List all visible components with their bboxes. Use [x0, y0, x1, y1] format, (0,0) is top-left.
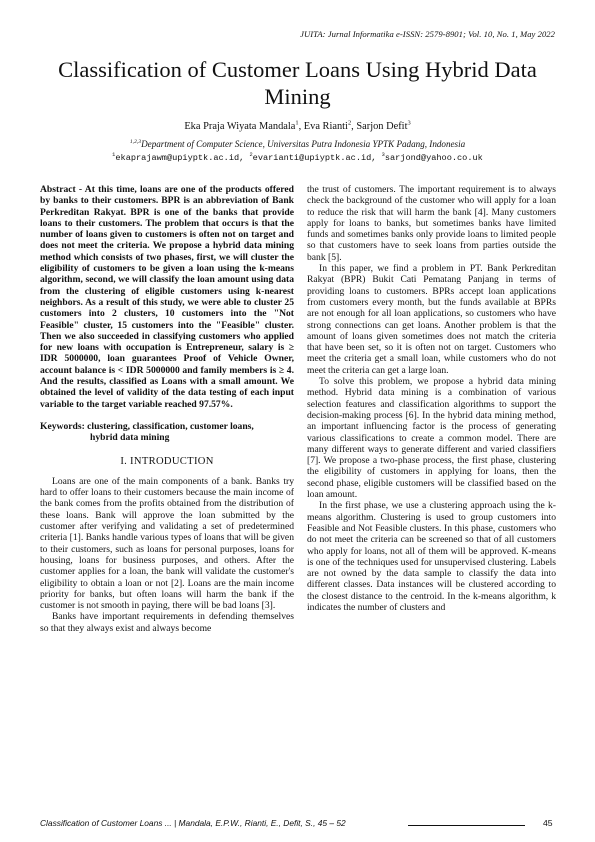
- body-paragraph-continued: the trust of customers. The important requirement is to always check the background of the customer who will apply for a loan to reduce the risk that will harm the bank [4]. Many customers apply for loans to banks, but sometimes banks have limited funds and sometimes banks only provide loans to limited people so that customers have to seek loans from parties outside the bank [5].: [307, 184, 556, 263]
- author-name: Sarjon Defit: [356, 121, 408, 132]
- email-mark: 3: [381, 152, 385, 159]
- author-name: Eva Rianti: [303, 121, 348, 132]
- section-heading-introduction: I. INTRODUCTION: [120, 455, 214, 467]
- email-link[interactable]: ekaprajawm@upiyptk.ac.id,: [115, 153, 250, 163]
- journal-header: JUITA: Jurnal Informatika e-ISSN: 2579-8901; Vol. 10, No. 1, May 2022: [300, 29, 555, 39]
- email-mark: 2: [249, 152, 253, 159]
- footer-citation: Classification of Customer Loans ... | Mandala, E.P.W., Rianti, E., Defit, S., 45 – 52: [40, 818, 346, 828]
- left-column: [40, 184, 294, 634]
- author-emails: [0, 153, 595, 163]
- author-separator: ,: [351, 121, 357, 132]
- author-affiliation-mark: 3: [407, 119, 411, 127]
- author-name: Eka Praja Wiyata Mandala: [184, 121, 296, 132]
- email-link[interactable]: sarjond@yahoo.co.uk: [384, 153, 483, 163]
- email-mark: 1: [112, 152, 116, 159]
- body-paragraph: In this paper, we find a problem in PT. Bank Perkreditan Rakyat (BPR) Bukit Cati Pematang Panjang in terms of providing loans to customers. BPRs accept loan applications from customers every month, but the funds available at BPRs are not enough for all loan applications, so customers who have strong connections can get loans. Another problem is that the amount of loans given sometimes does not match the criteria that have been set, so it is often not on target. Customers who meet the criteria get a small loan, while customers who do not meet the criteria can get a large loan.: [307, 263, 556, 376]
- body-paragraph: Loans are one of the main components of a bank. Banks try hard to offer loans to their customers because the main income of the bank comes from the profits obtained from the distribution of these loans. Bank will approve the loan submitted by the customer after verifying and validating a set of predetermined criteria [1]. Banks handle various types of loans that will be given to their customers, such as loans for personal purposes, loans for housing, loans for business purposes, and others. After the customer applies for a loan, the bank will validate the customer's eligibility to obtain a loan or not [2]. Loans are the main income priority for banks, but often loans will harm the bank if the customer is not smooth in paying, there will be bad loans [3].: [40, 475, 294, 612]
- abstract: Abstract - At this time, loans are one of the products offered by banks to their customers. BPR is an abbreviation of Bank Perkreditan Rakyat. BPR is one of the banks that provide loans to their customers. The problem that occurs is that the number of loans given to customers is often not on target and does not meet the criteria. We propose a hybrid data mining method which consists of two phases, first, we will cluster the eligibility of customers to be given a loan using the k-means algorithm, second, we will classify the loan amount using data from the clustering of eligible customers using k-nearest neighbors. As a result of this study, we were able to cluster 25 customers into 2 clusters, 10 customers into the "Not Feasible" cluster, 15 customers into the "Feasible" cluster. Then we also succeeded in classifying customers who applied for new loans with occupation is Entrepreneur, salary is ≥ IDR 5000000, loan guarantees Proof of Vehicle Owner, account balance is < IDR 5000000 and family members is ≥ 4. And the results, classified as Loans with a small amount. We obtained the level of validity of the data testing of each input variable to the target variable reached 97.57%.: [40, 184, 294, 410]
- keywords: [40, 421, 294, 444]
- author-affiliation-mark: 1: [295, 119, 299, 127]
- footer-divider: [408, 825, 525, 826]
- keywords-line: Keywords: clustering, classification, customer loans,: [40, 420, 254, 432]
- affiliation-mark: 1,2,3: [129, 138, 142, 145]
- affiliation: [0, 139, 595, 149]
- paper-title: Classification of Customer Loans Using Hybrid Data Mining: [58, 57, 537, 109]
- affiliation-text: Department of Computer Science, Universitas Putra Indonesia YPTK Padang, Indonesia: [141, 139, 466, 149]
- body-paragraph: To solve this problem, we propose a hybrid data mining method. Hybrid data mining is a combination of various selection features and classification algorithms to support the decision-making process [6]. In the hybrid data mining method, an important influencing factor is the process of generating various classifications to create a common model. There are many different ways to generate different and varied classifiers [7]. We propose a two-phase process, the first phase, clustering the eligibility of customers in applying for loans, then the second phase, eligible customers will be classified based on the loan amount.: [307, 376, 556, 501]
- page-number: 45: [543, 818, 553, 828]
- body-paragraph: Banks have important requirements in defending themselves so that they always exist and always become: [40, 611, 294, 634]
- right-column: [307, 184, 556, 613]
- body-paragraph: In the first phase, we use a clustering approach using the k-means algorithm. Clustering is used to group customers into Feasible and Not Feasible clusters. In this phase, customers who do not meet the criteria can be screened so that of all customers who apply for loans, not all of them will be approved. K-means is one of the techniques used for unsupervised clustering. Labels are not owned by the data sample to classify the data into different classes. Data instances will be clustered according to the closest distance to the centroid. In the k-means algorithm, k indicates the number of clusters and: [307, 500, 556, 613]
- author-separator: ,: [298, 121, 304, 132]
- keywords-line: hybrid data mining: [90, 432, 170, 444]
- email-link[interactable]: evarianti@upiyptk.ac.id,: [252, 153, 382, 163]
- author-list: [0, 121, 595, 132]
- author-affiliation-mark: 2: [347, 119, 352, 127]
